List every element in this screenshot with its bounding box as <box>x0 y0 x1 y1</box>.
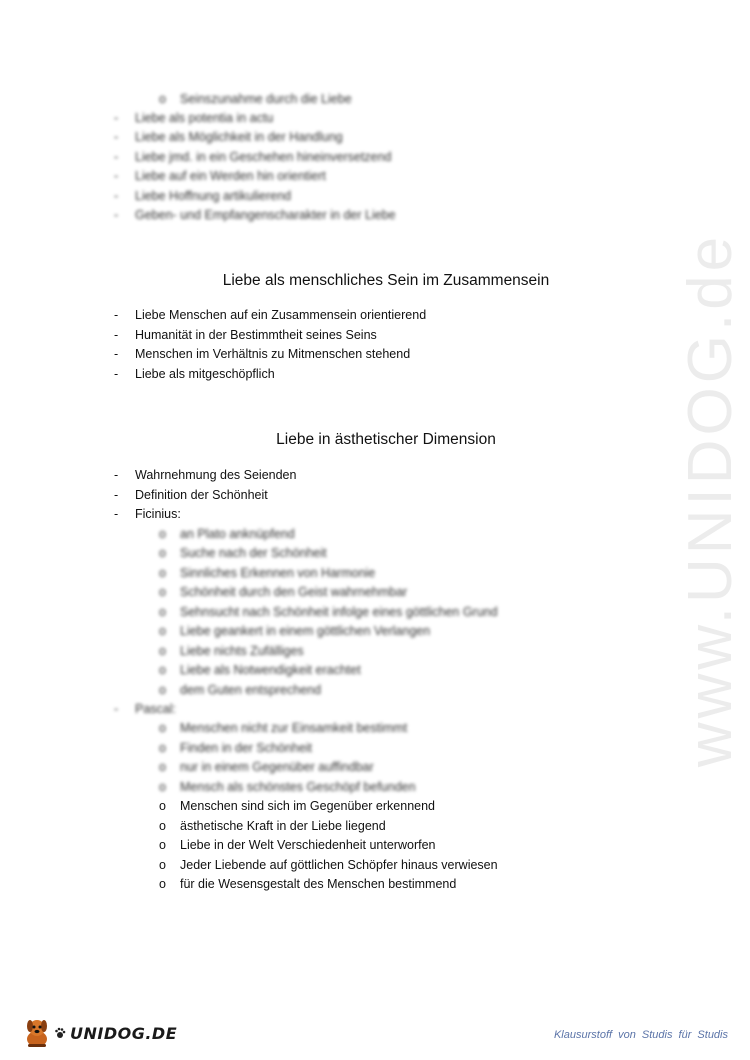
bullet-marker: o <box>159 799 166 813</box>
dog-mascot-icon <box>22 1017 52 1049</box>
bullet-marker: o <box>159 624 166 638</box>
sub-list-item: Suche nach der Schönheit <box>180 546 327 560</box>
bullet-marker: o <box>159 527 166 541</box>
bullet-marker: o <box>159 877 166 891</box>
sub-list-item: für die Wesensgestalt des Menschen bestimmend <box>180 877 457 891</box>
list-item: Liebe jmd. in ein Geschehen hineinversetzend <box>135 150 392 164</box>
sub-list-item: nur in einem Gegenüber auffindbar <box>180 760 374 774</box>
sub-list-item: Menschen nicht zur Einsamkeit bestimmt <box>180 721 408 735</box>
sub-list-item: Liebe nichts Zufälliges <box>180 644 304 658</box>
list-item: Definition der Schönheit <box>135 488 268 502</box>
sub-list-item: an Plato anknüpfend <box>180 527 295 541</box>
list-item: Wahrnehmung des Seienden <box>135 468 297 482</box>
list-item: Liebe als mitgeschöpflich <box>135 367 275 381</box>
bullet-marker: - <box>114 347 119 361</box>
bullet-marker: - <box>114 507 119 521</box>
sub-list-item: Menschen sind sich im Gegenüber erkennend <box>180 799 436 813</box>
bullet-marker: - <box>114 150 119 164</box>
bullet-marker: - <box>114 111 119 125</box>
sub-list-item: Sehnsucht nach Schönheit infolge eines göttlichen Grund <box>180 605 498 619</box>
bullet-marker: o <box>159 644 166 658</box>
bullet-marker: - <box>114 208 119 222</box>
bullet-marker: o <box>159 546 166 560</box>
sub-list-item: Seinszunahme durch die Liebe <box>180 92 352 106</box>
sub-list-item: Schönheit durch den Geist wahrnehmbar <box>180 585 408 599</box>
list-item: Liebe als potentia in actu <box>135 111 274 125</box>
sub-list-item: dem Guten entsprechend <box>180 683 322 697</box>
sub-list-item: Jeder Liebende auf göttlichen Schöpfer hinaus verwiesen <box>180 858 498 872</box>
list-item: Ficinius: <box>135 507 181 521</box>
bullet-marker: o <box>159 819 166 833</box>
logo-text: UNIDOG.DE <box>70 1023 178 1043</box>
sub-list-item: Finden in der Schönheit <box>180 741 313 755</box>
bullet-marker: o <box>159 721 166 735</box>
sub-list-item: Liebe in der Welt Verschiedenheit unterworfen <box>180 838 436 852</box>
sub-list-item: Liebe geankert in einem göttlichen Verlangen <box>180 624 431 638</box>
section-heading: Liebe als menschliches Sein im Zusammensein <box>222 272 550 289</box>
bullet-marker: o <box>159 663 166 677</box>
bullet-marker: - <box>114 130 119 144</box>
footer-tagline: Klausurstoff von Studis für Studis <box>553 1029 728 1041</box>
list-item: Liebe Hoffnung artikulierend <box>135 189 292 203</box>
bullet-marker: - <box>114 367 119 381</box>
bullet-marker: o <box>159 585 166 599</box>
sub-list-item: Mensch als schönstes Geschöpf befunden <box>180 780 416 794</box>
bullet-marker: o <box>159 838 166 852</box>
bullet-marker: - <box>114 328 119 342</box>
list-item: Liebe Menschen auf ein Zusammensein orientierend <box>135 308 427 322</box>
sub-list-item: Liebe als Notwendigkeit erachtet <box>180 663 361 677</box>
watermark: www.UNIDOG.de <box>675 232 745 768</box>
bullet-marker: o <box>159 760 166 774</box>
unidog-logo[interactable] <box>22 1015 177 1051</box>
list-item: Pascal: <box>135 702 176 716</box>
sub-list-item: Sinnliches Erkennen von Harmonie <box>180 566 376 580</box>
list-item: Geben- und Empfangenscharakter in der Liebe <box>135 208 396 222</box>
list-item: Liebe auf ein Werden hin orientiert <box>135 169 326 183</box>
bullet-marker: - <box>114 702 119 716</box>
bullet-marker: - <box>114 468 119 482</box>
bullet-marker: - <box>114 189 119 203</box>
bullet-marker: o <box>159 780 166 794</box>
bullet-marker: o <box>159 605 166 619</box>
bullet-marker: o <box>159 92 166 106</box>
section-heading: Liebe in ästhetischer Dimension <box>276 431 496 448</box>
bullet-marker: o <box>159 683 166 697</box>
bullet-marker: - <box>114 488 119 502</box>
bullet-marker: o <box>159 741 166 755</box>
list-item: Humanität in der Bestimmtheit seines Seins <box>135 328 377 342</box>
bullet-marker: - <box>114 169 119 183</box>
paw-icon <box>54 1027 66 1039</box>
list-item: Menschen im Verhältnis zu Mitmenschen stehend <box>135 347 411 361</box>
list-item: Liebe als Möglichkeit in der Handlung <box>135 130 343 144</box>
bullet-marker: o <box>159 566 166 580</box>
sub-list-item: ästhetische Kraft in der Liebe liegend <box>180 819 386 833</box>
bullet-marker: - <box>114 308 119 322</box>
bullet-marker: o <box>159 858 166 872</box>
